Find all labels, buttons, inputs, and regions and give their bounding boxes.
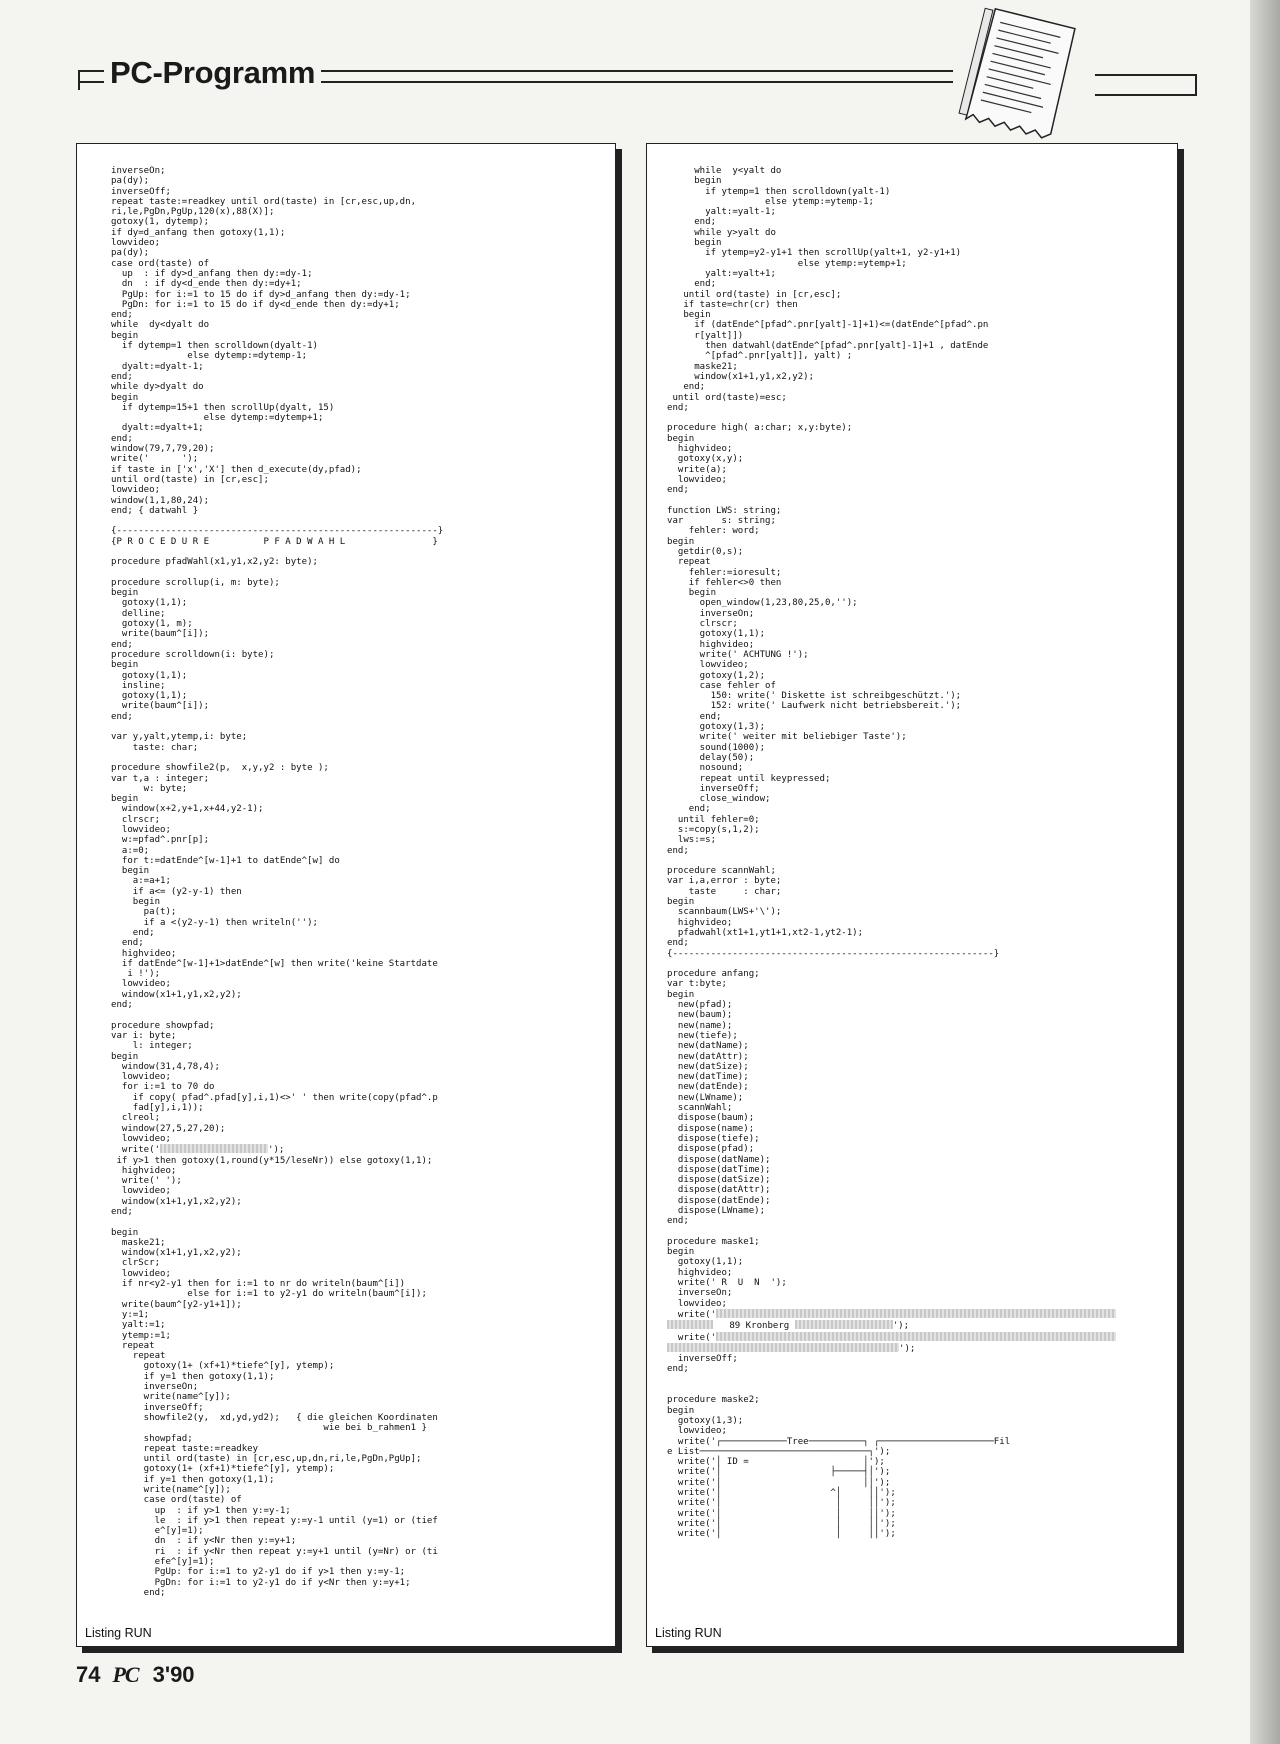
listing-caption-left: Listing RUN [85, 1626, 152, 1640]
listing-caption-right: Listing RUN [655, 1626, 722, 1640]
page-footer [76, 1662, 195, 1688]
inverse-video-block [716, 1332, 1116, 1341]
inverse-video-block [160, 1144, 268, 1153]
listing-printout-logo-icon [952, 6, 1082, 144]
code-listing-right: while y<yalt do begin if ytemp=1 then scrolldown(yalt-1) else ytemp:=ytemp-1; yalt:=yalt-1; end; while y>yalt do begin if ytemp=y2-y1+1 then scrollUp(yalt+1, y2-y1+1) else ytemp:=ytemp+1; yalt:=yalt+1; end; until ord(taste) in [cr,esc]; if taste=chr(cr) then begin if (datEnde^[pfad^.pnr[yalt]-1]+1)<=(datEnde^[pfad^.pn r[yalt]]) then datwahl(datEnde^[pfad^.pnr[yalt]-1]+1 , datEnde ^[pfad^.pnr[yalt]], yalt) ; maske21; window(x1+1,y1,x2,y2); end; until ord(taste)=esc; end; procedure high( a:char; x,y:byte); begin highvideo; gotoxy(x,y); write(a); lowvideo; end; function LWS: string; var s: string; fehler: word; begin getdir(0,s); repeat fehler:=ioresult; if fehler<>0 then begin open_window(1,23,80,25,0,''); inverseOn; clrscr; gotoxy(1,1); highvideo; write(' ACHTUNG !'); lowvideo; gotoxy(1,2); case fehler of 150: write(' Diskette ist schreibgeschützt.'); 152: write(' Laufwerk nicht betriebsbereit.'); end; gotoxy(1,3); write(' weiter mit beliebiger Taste'); sound(1000); delay(50); nosound; repeat until keypressed; inverseOff; close_window; end; until fehler=0; s:=copy(s,1,2); lws:=s; end; procedure scannWahl; var i,a,error : byte; taste : char; begin scannbaum(LWS+'\'); highvideo; pfadwahl(xt1+1,yt1+1,xt2-1,yt2-1); end; {-----------------------------------------------------------} procedure anfang; var t:byte; begin new(pfad); new(baum); new(name); new(tiefe); new(datName); new(datAttr); new(datSize); new(datTime); new(datEnde); new(LWname); scannWahl; dispose(baum); dispose(name); dispose(tiefe); dispose(pfad); dispose(datName); dispose(datTime); dispose(datSize); dispose(datAttr); dispose(datEnde); dispose(LWname); end; procedure maske1; begin gotoxy(1,1); highvideo; write(' R U N '); inverseOn; lowvideo; write(' 89 Kronberg '); write(' '); inverseOff; end; procedure maske2; begin gotoxy(1,3); lowvideo; write('┌────────────Tree──────────┐ ┌─────────────────────Fil e List───────────────────────────────┐'); write('│ ID = │'); write('│ ├─────┤│'); write('│ ││'); write('│ ^│ ││'); write('│ │ ││'); write('│ │ ││'); write('│ │ ││'); write('│ │ ││'); [647, 166, 1177, 1539]
code-listing-left: inverseOn; pa(dy); inverseOff; repeat taste:=readkey until ord(taste) in [cr,esc,up,dn, ri,le,PgDn,PgUp,120(x),88(X)]; gotoxy(1, dytemp); if dy=d_anfang then gotoxy(1,1); lowvideo; pa(dy); case ord(taste) of up : if dy>d_anfang then dy:=dy-1; dn : if dy<d_ende then dy:=dy+1; PgUp: for i:=1 to 15 do if dy>d_anfang then dy:=dy-1; PgDn: for i:=1 to 15 do if dy<d_ende then dy:=dy+1; end; while dy<dyalt do begin if dytemp=1 then scrolldown(dyalt-1) else dytemp:=dytemp-1; dyalt:=dyalt-1; end; while dy>dyalt do begin if dytemp=15+1 then scrollUp(dyalt, 15) else dytemp:=dytemp+1; dyalt:=dyalt+1; end; window(79,7,79,20); write(' '); if taste in ['x','X'] then d_execute(dy,pfad); until ord(taste) in [cr,esc]; lowvideo; window(1,1,80,24); end; { datwahl } {-----------------------------------------------------------} {P R O C E D U R E P F A D W A H L } procedure pfadWahl(x1,y1,x2,y2: byte); procedure scrollup(i, m: byte); begin gotoxy(1,1); delline; gotoxy(1, m); write(baum^[i]); end; procedure scrolldown(i: byte); begin gotoxy(1,1); insline; gotoxy(1,1); write(baum^[i]); end; var y,yalt,ytemp,i: byte; taste: char; procedure showfile2(p, x,y,y2 : byte ); var t,a : integer; w: byte; begin window(x+2,y+1,x+44,y2-1); clrscr; lowvideo; w:=pfad^.pnr[p]; a:=0; for t:=datEnde^[w-1]+1 to datEnde^[w] do begin a:=a+1; if a<= (y2-y-1) then begin pa(t); if a <(y2-y-1) then writeln(''); end; end; highvideo; if datEnde^[w-1]+1>datEnde^[w] then write('keine Startdate i !'); lowvideo; window(x1+1,y1,x2,y2); end; procedure showpfad; var i: byte; l: integer; begin window(31,4,78,4); lowvideo; for i:=1 to 70 do if copy( pfad^.pfad[y],i,1)<>' ' then write(copy(pfad^.p fad[y],i,1)); clreol; window(27,5,27,20); lowvideo; write(' '); if y>1 then gotoxy(1,round(y*15/leseNr)) else gotoxy(1,1); highvideo; write(' '); lowvideo; window(x1+1,y1,x2,y2); end; begin maske21; window(x1+1,y1,x2,y2); clrScr; lowvideo; if nr<y2-y1 then for i:=1 to nr do writeln(baum^[i]) else for i:=1 to y2-y1 do writeln(baum^[i]); write(baum^[y2-y1+1]); y:=1; yalt:=1; ytemp:=1; repeat repeat gotoxy(1+ (xf+1)*tiefe^[y], ytemp); if y=1 then gotoxy(1,1); inverseOn; write(name^[y]); inverseOff; showfile2(y, xd,yd,yd2); { die gleichen Koordinaten wie bei b_rahmen1 } showpfad; repeat taste:=readkey until ord(taste) in [cr,esc,up,dn,ri,le,PgDn,PgUp]; gotoxy(1+ (xf+1)*tiefe^[y], ytemp); if y=1 then gotoxy(1,1); write(name^[y]); case ord(taste) of up : if y>1 then y:=y-1; le : if y>1 then repeat y:=y-1 until (y=1) or (tief e^[y]=1); dn : if y<Nr then y:=y+1; ri : if y<Nr then repeat y:=y+1 until (y=Nr) or (ti efe^[y]=1); PgUp: for i:=1 to y2-y1 do if y>1 then y:=y-1; PgDn: for i:=1 to y2-y1 do if y<Nr then y:=y+1; end; [111, 166, 444, 1598]
inverse-video-block [667, 1343, 899, 1352]
header-rule-right-box [1095, 74, 1197, 96]
magazine-logo: PC [112, 1662, 139, 1687]
page-edge-shadow [1250, 0, 1280, 1744]
page-title: PC-Programm [104, 55, 321, 91]
inverse-video-block [667, 1320, 713, 1329]
issue-number: 3'90 [152, 1662, 195, 1687]
inverse-video-block [795, 1320, 893, 1329]
listing-column-right [646, 143, 1178, 1647]
page-number: 74 [76, 1662, 101, 1687]
listing-column-left [76, 143, 616, 1647]
inverse-video-block [716, 1309, 1116, 1318]
header-rule-tick [78, 70, 80, 90]
